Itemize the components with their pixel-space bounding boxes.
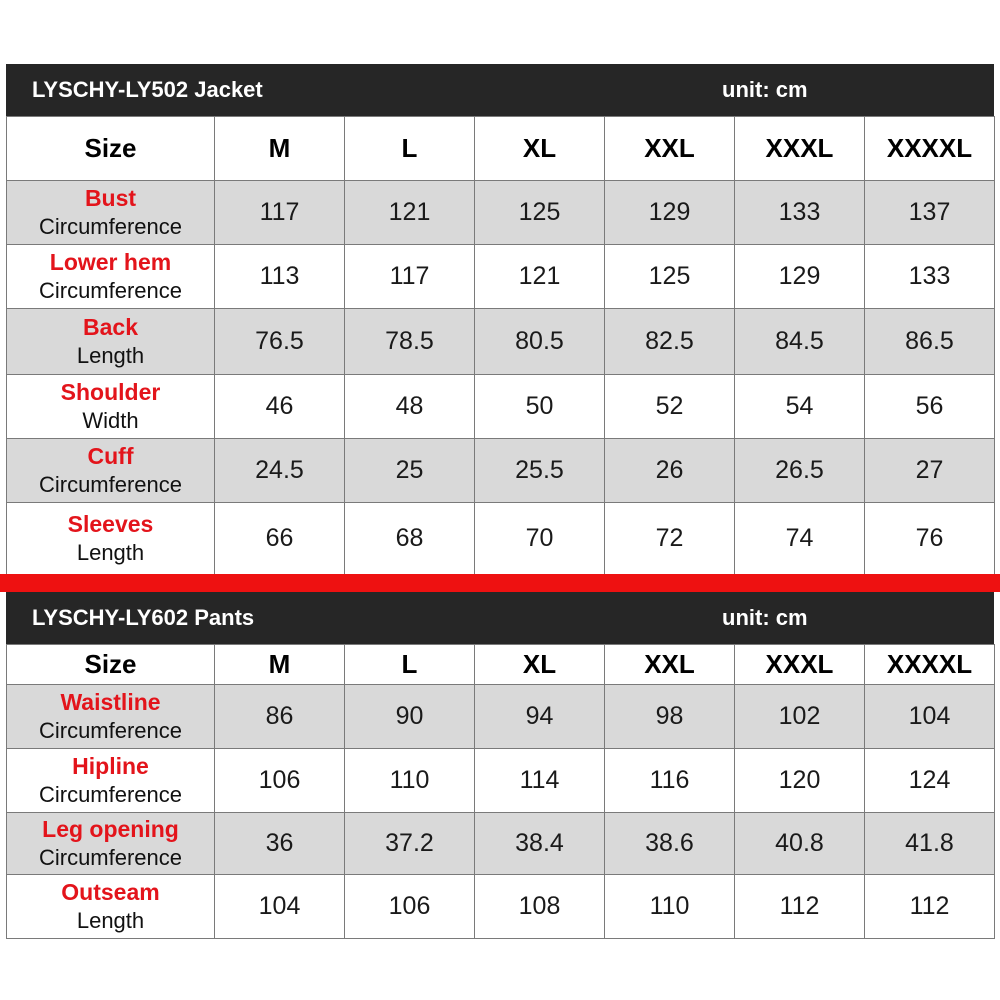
pants-size-header-row bbox=[7, 645, 995, 685]
pants-table bbox=[6, 644, 995, 939]
jacket-row-cuff bbox=[7, 439, 995, 503]
pants-row-leg-opening bbox=[7, 813, 995, 875]
table-cell: 112 bbox=[865, 875, 995, 939]
jacket-size-xxxxl: XXXXL bbox=[865, 117, 995, 181]
table-cell: 72 bbox=[605, 503, 735, 575]
row-label-sub: Circumference bbox=[38, 717, 183, 743]
jacket-title: LYSCHY-LY502 Jacket bbox=[32, 77, 263, 102]
table-cell: 24.5 bbox=[215, 439, 345, 503]
table-cell: 56 bbox=[865, 375, 995, 439]
table-cell: 86 bbox=[215, 685, 345, 749]
table-cell: 25 bbox=[345, 439, 475, 503]
table-cell: 108 bbox=[475, 875, 605, 939]
row-label bbox=[7, 181, 215, 245]
table-cell: 110 bbox=[605, 875, 735, 939]
row-label bbox=[7, 685, 215, 749]
row-label-main: Sleeves bbox=[67, 510, 154, 537]
row-label-sub: Width bbox=[82, 407, 139, 433]
table-cell: 110 bbox=[345, 749, 475, 813]
pants-size-chart bbox=[6, 592, 994, 938]
table-cell: 121 bbox=[345, 181, 475, 245]
row-label-sub: Length bbox=[76, 907, 145, 933]
table-cell: 117 bbox=[345, 245, 475, 309]
table-cell: 26.5 bbox=[735, 439, 865, 503]
table-cell: 133 bbox=[735, 181, 865, 245]
table-cell: 37.2 bbox=[345, 813, 475, 875]
jacket-row-sleeves bbox=[7, 503, 995, 575]
row-label bbox=[7, 813, 215, 875]
table-cell: 25.5 bbox=[475, 439, 605, 503]
table-cell: 129 bbox=[605, 181, 735, 245]
row-label-main: Hipline bbox=[72, 752, 149, 779]
row-label bbox=[7, 439, 215, 503]
row-label bbox=[7, 503, 215, 575]
table-cell: 120 bbox=[735, 749, 865, 813]
row-label-sub: Circumference bbox=[38, 471, 183, 497]
table-cell: 76 bbox=[865, 503, 995, 575]
row-label bbox=[7, 375, 215, 439]
row-label-sub: Length bbox=[76, 539, 145, 565]
table-cell: 50 bbox=[475, 375, 605, 439]
table-cell: 84.5 bbox=[735, 309, 865, 375]
table-cell: 125 bbox=[475, 181, 605, 245]
row-label-main: Waistline bbox=[60, 688, 161, 715]
table-cell: 40.8 bbox=[735, 813, 865, 875]
table-cell: 86.5 bbox=[865, 309, 995, 375]
row-label bbox=[7, 749, 215, 813]
table-cell: 104 bbox=[865, 685, 995, 749]
table-cell: 121 bbox=[475, 245, 605, 309]
row-label-main: Back bbox=[83, 313, 138, 340]
row-label-main: Shoulder bbox=[60, 378, 161, 405]
table-cell: 76.5 bbox=[215, 309, 345, 375]
jacket-size-chart bbox=[6, 64, 994, 574]
table-cell: 26 bbox=[605, 439, 735, 503]
table-cell: 36 bbox=[215, 813, 345, 875]
table-cell: 106 bbox=[345, 875, 475, 939]
row-label bbox=[7, 245, 215, 309]
jacket-size-m: M bbox=[215, 117, 345, 181]
row-label-main: Cuff bbox=[87, 442, 134, 469]
pants-size-xxxl: XXXL bbox=[735, 645, 865, 685]
table-cell: 94 bbox=[475, 685, 605, 749]
pants-size-xxxxl: XXXXL bbox=[865, 645, 995, 685]
table-cell: 38.6 bbox=[605, 813, 735, 875]
table-cell: 125 bbox=[605, 245, 735, 309]
jacket-size-xxxl: XXXL bbox=[735, 117, 865, 181]
pants-size-m: M bbox=[215, 645, 345, 685]
row-label-main: Leg opening bbox=[42, 815, 179, 842]
pants-unit: unit: cm bbox=[722, 605, 808, 630]
table-cell: 102 bbox=[735, 685, 865, 749]
table-cell: 27 bbox=[865, 439, 995, 503]
table-cell: 52 bbox=[605, 375, 735, 439]
table-cell: 113 bbox=[215, 245, 345, 309]
table-cell: 116 bbox=[605, 749, 735, 813]
table-cell: 98 bbox=[605, 685, 735, 749]
row-label-sub: Circumference bbox=[38, 844, 183, 870]
table-cell: 112 bbox=[735, 875, 865, 939]
row-label-sub: Circumference bbox=[38, 277, 183, 303]
table-cell: 66 bbox=[215, 503, 345, 575]
table-cell: 70 bbox=[475, 503, 605, 575]
table-cell: 106 bbox=[215, 749, 345, 813]
table-cell: 54 bbox=[735, 375, 865, 439]
jacket-size-xxl: XXL bbox=[605, 117, 735, 181]
jacket-row-bust bbox=[7, 181, 995, 245]
table-cell: 90 bbox=[345, 685, 475, 749]
table-cell: 41.8 bbox=[865, 813, 995, 875]
pants-size-label: Size bbox=[7, 645, 215, 685]
table-cell: 117 bbox=[215, 181, 345, 245]
table-cell: 46 bbox=[215, 375, 345, 439]
row-label-main: Outseam bbox=[61, 878, 160, 905]
table-cell: 38.4 bbox=[475, 813, 605, 875]
jacket-header-bar bbox=[6, 64, 994, 116]
row-label bbox=[7, 309, 215, 375]
row-label bbox=[7, 875, 215, 939]
section-divider bbox=[0, 574, 1000, 592]
row-label-main: Lower hem bbox=[49, 248, 172, 275]
table-cell: 114 bbox=[475, 749, 605, 813]
pants-row-hipline bbox=[7, 749, 995, 813]
pants-row-outseam bbox=[7, 875, 995, 939]
table-cell: 137 bbox=[865, 181, 995, 245]
table-cell: 133 bbox=[865, 245, 995, 309]
jacket-row-lower-hem bbox=[7, 245, 995, 309]
table-cell: 104 bbox=[215, 875, 345, 939]
pants-title: LYSCHY-LY602 Pants bbox=[32, 605, 255, 630]
table-cell: 80.5 bbox=[475, 309, 605, 375]
jacket-size-header-row bbox=[7, 117, 995, 181]
jacket-size-xl: XL bbox=[475, 117, 605, 181]
row-label-sub: Circumference bbox=[38, 781, 183, 807]
jacket-row-back bbox=[7, 309, 995, 375]
pants-size-xxl: XXL bbox=[605, 645, 735, 685]
jacket-size-l: L bbox=[345, 117, 475, 181]
pants-size-l: L bbox=[345, 645, 475, 685]
jacket-table bbox=[6, 116, 995, 575]
jacket-row-shoulder bbox=[7, 375, 995, 439]
row-label-main: Bust bbox=[84, 184, 137, 211]
jacket-unit: unit: cm bbox=[722, 77, 808, 102]
pants-row-waistline bbox=[7, 685, 995, 749]
table-cell: 82.5 bbox=[605, 309, 735, 375]
table-cell: 48 bbox=[345, 375, 475, 439]
table-cell: 124 bbox=[865, 749, 995, 813]
table-cell: 68 bbox=[345, 503, 475, 575]
table-cell: 78.5 bbox=[345, 309, 475, 375]
row-label-sub: Circumference bbox=[38, 213, 183, 239]
jacket-size-label: Size bbox=[7, 117, 215, 181]
row-label-sub: Length bbox=[76, 342, 145, 368]
pants-header-bar bbox=[6, 592, 994, 644]
table-cell: 129 bbox=[735, 245, 865, 309]
pants-size-xl: XL bbox=[475, 645, 605, 685]
table-cell: 74 bbox=[735, 503, 865, 575]
